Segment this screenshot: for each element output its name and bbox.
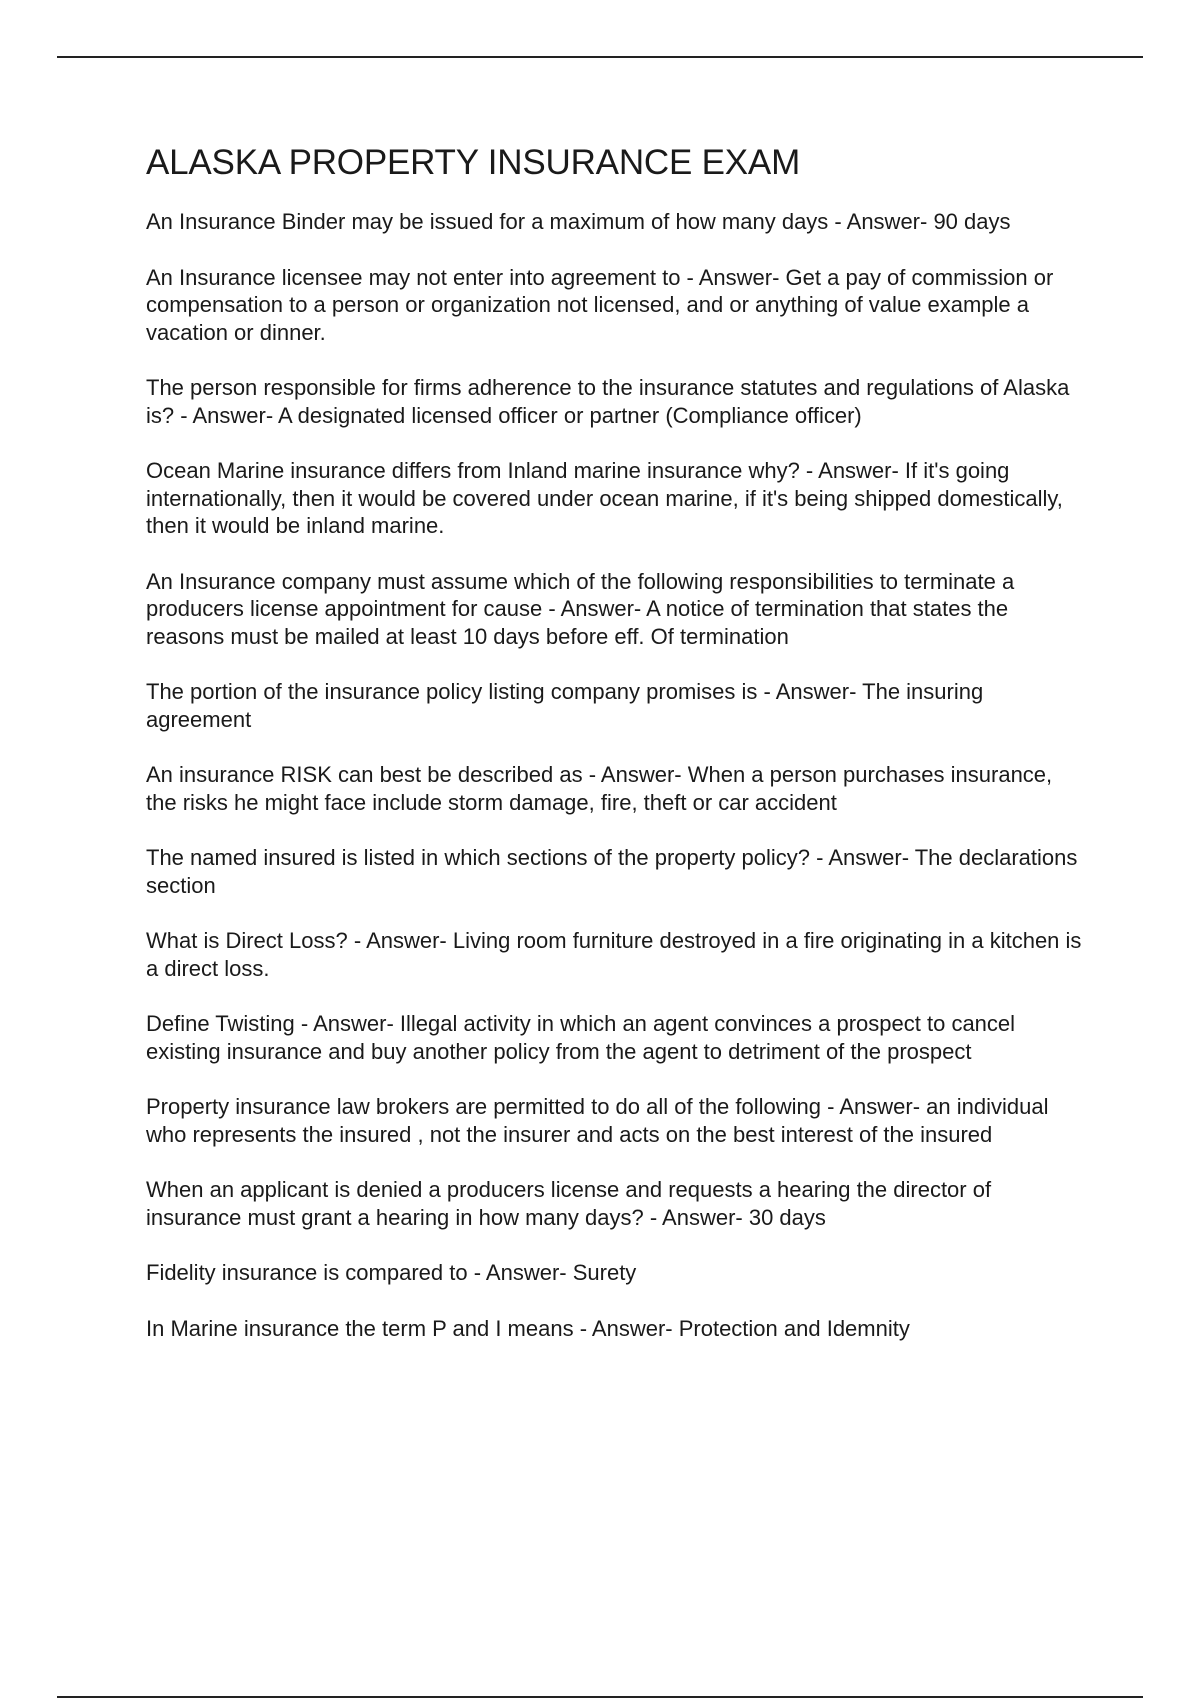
qa-item-13: Fidelity insurance is compared to - Answer- Surety [146, 1260, 637, 1285]
page-title: ALASKA PROPERTY INSURANCE EXAM [146, 143, 801, 182]
qa-item-11: Property insurance law brokers are permitted to do all of the following - Answer- an individual who represents the insured , not the insurer and acts on the best interest of the insured [146, 1094, 1049, 1147]
qa-item-2: An Insurance licensee may not enter into agreement to - Answer- Get a pay of commission or compensation to a person or organization not licensed, and or anything of value example a vacation or dinner. [146, 264, 1054, 345]
qa-item-12: When an applicant is denied a producers license and requests a hearing the director of insurance must grant a hearing in how many days? - Answer- 30 days [146, 1177, 992, 1230]
bottom-divider [57, 1696, 1143, 1698]
qa-item-9: What is Direct Loss? - Answer- Living room furniture destroyed in a fire originating in a kitchen is a direct loss. [146, 928, 1082, 981]
qa-item-7: An insurance RISK can best be described as - Answer- When a person purchases insurance, the risks he might face include storm damage, fire, theft or car accident [146, 762, 1053, 815]
qa-item-5: An Insurance company must assume which of the following responsibilities to terminate a producers license appointment for cause - Answer- A notice of termination that states the reasons must be mailed at least 10 days before eff. Of termination [146, 568, 1015, 649]
qa-item-1: An Insurance Binder may be issued for a maximum of how many days - Answer- 90 days [146, 209, 1011, 234]
qa-item-14: In Marine insurance the term P and I means - Answer- Protection and Idemnity [146, 1315, 910, 1341]
document-body [146, 142, 1086, 1370]
qa-list [146, 208, 1086, 1342]
top-divider [57, 56, 1143, 58]
qa-item-4: Ocean Marine insurance differs from Inland marine insurance why? - Answer- If it's going internationally, then it would be covered under ocean marine, if it's being shipped domestically, then it would be inland marine. [146, 458, 1063, 538]
qa-item-3: The person responsible for firms adherence to the insurance statutes and regulations of Alaska is? - Answer- A designated licensed officer or partner (Compliance officer) [146, 375, 1070, 428]
qa-item-6: The portion of the insurance policy listing company promises is - Answer- The insuring agreement [146, 679, 984, 732]
qa-item-10: Define Twisting - Answer- Illegal activity in which an agent convinces a prospect to cancel existing insurance and buy another policy from the agent to detriment of the prospect [146, 1011, 1016, 1064]
qa-item-8: The named insured is listed in which sections of the property policy? - Answer- The declarations section [146, 845, 1078, 898]
